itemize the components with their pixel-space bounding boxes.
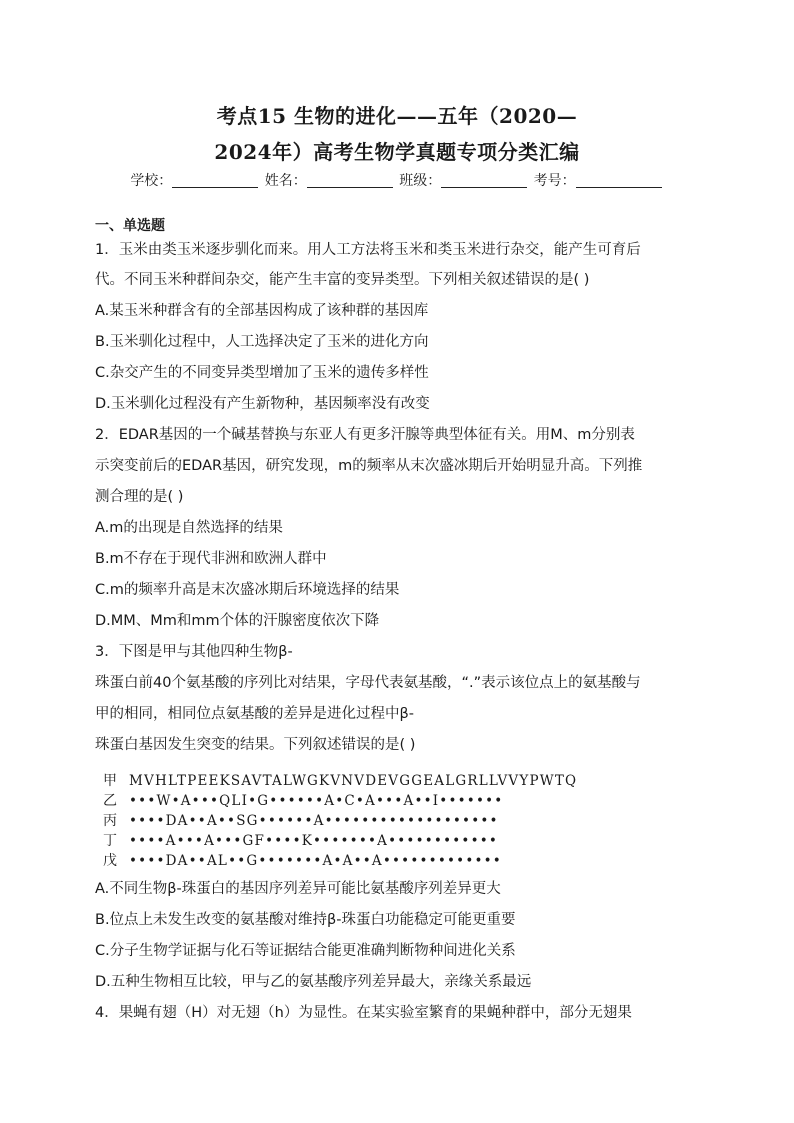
q1-option-c: C.杂交产生的不同变异类型增加了玉米的遗传多样性 <box>95 365 429 381</box>
q3-stem-line-4: 珠蛋白基因发生突变的结果。下列叙述错误的是( ) <box>95 737 416 753</box>
q3-option-c: C.分子生物学证据与化石等证据结合能更准确判断物种间进化关系 <box>95 943 516 959</box>
sequence-row-label: 丙 <box>103 813 117 829</box>
school-blank[interactable] <box>172 173 258 188</box>
sequence-row <box>103 811 663 831</box>
class-label: 班级： <box>399 173 442 189</box>
exam-no-label: 考号： <box>533 173 576 189</box>
q1-stem-line-1: 1．玉米由类玉米逐步驯化而来。用人工方法将玉米和类玉米进行杂交，能产生可育后 <box>95 242 641 258</box>
q1-option-a: A.某玉米种群含有的全部基因构成了该种群的基因库 <box>95 303 429 319</box>
q3-stem-line-1: 3．下图是甲与其他四种生物β- <box>95 644 293 660</box>
sequence-row-label: 戊 <box>103 853 117 869</box>
sequence-row <box>103 831 663 851</box>
q3-option-b: B.位点上未发生改变的氨基酸对维持β-珠蛋白功能稳定可能更重要 <box>95 912 516 928</box>
q3-option-a: A.不同生物β-珠蛋白的基因序列差异可能比氨基酸序列差异更大 <box>95 881 501 897</box>
q3-option-d: D.五种生物相互比较，甲与乙的氨基酸序列差异最大，亲缘关系最远 <box>95 974 532 990</box>
exam-no-blank[interactable] <box>576 173 662 188</box>
student-info-row <box>0 170 794 190</box>
q2-option-b: B.m不存在于现代非洲和欧洲人群中 <box>95 551 327 567</box>
q2-option-c: C.m的频率升高是末次盛冰期后环境选择的结果 <box>95 582 400 598</box>
q3-stem-line-2: 珠蛋白前40个氨基酸的序列比对结果，字母代表氨基酸，“.”表示该位点上的氨基酸与 <box>95 675 641 691</box>
section-heading: 一、单选题 <box>95 218 165 234</box>
sequence-row-data: •••W•A•••QLI•G••••••A•C•A•••A••I••••••• <box>129 793 504 809</box>
q3-stem-line-3: 甲的相同，相同位点氨基酸的差异是进化过程中β- <box>95 706 414 722</box>
school-label: 学校： <box>130 173 173 189</box>
name-label: 姓名： <box>264 173 307 189</box>
class-blank[interactable] <box>441 173 527 188</box>
sequence-row-label: 甲 <box>103 773 117 789</box>
q1-stem-line-2: 代。不同玉米种群间杂交，能产生丰富的变异类型。下列相关叙述错误的是( ) <box>95 272 590 288</box>
sequence-row-data: ••••DA••A••SG••••••A••••••••••••••••••• <box>129 813 499 829</box>
q2-stem-line-3: 测合理的是( ) <box>95 489 184 505</box>
q4-stem-line-1: 4．果蝇有翅（H）对无翅（h）为显性。在某实验室繁育的果蝇种群中，部分无翅果 <box>95 1005 632 1021</box>
q1-option-b: B.玉米驯化过程中，人工选择决定了玉米的进化方向 <box>95 334 429 350</box>
sequence-row <box>103 791 663 811</box>
q2-option-d: D.MM、Mm和mm个体的汗腺密度依次下降 <box>95 613 380 629</box>
q2-stem-line-1: 2．EDAR基因的一个碱基替换与东亚人有更多汗腺等典型体征有关。用M、m分别表 <box>95 427 635 443</box>
sequence-row <box>103 771 663 791</box>
sequence-row-data: ••••DA••AL••G•••••••A•A••A••••••••••••• <box>129 853 502 869</box>
q2-option-a: A.m的出现是自然选择的结果 <box>95 520 283 536</box>
sequence-row-label: 乙 <box>103 793 117 809</box>
title-line-2: 2024年）高考生物学真题专项分类汇编 <box>214 140 580 164</box>
sequence-row <box>103 851 663 871</box>
sequence-alignment-table <box>103 771 663 871</box>
sequence-row-data: MVHLTPEEKSAVTALWGKVNVDEVGGEALGRLLVVYPWTQ <box>129 773 578 789</box>
name-blank[interactable] <box>307 173 393 188</box>
q1-option-d: D.玉米驯化过程没有产生新物种，基因频率没有改变 <box>95 396 430 412</box>
title-line-1: 考点15 生物的进化——五年（2020— <box>216 104 578 128</box>
sequence-row-label: 丁 <box>103 833 117 849</box>
sequence-row-data: ••••A•••A•••GF••••K•••••••A•••••••••••• <box>129 833 499 849</box>
q2-stem-line-2: 示突变前后的EDAR基因，研究发现，m的频率从末次盛冰期后开始明显升高。下列推 <box>95 458 643 474</box>
